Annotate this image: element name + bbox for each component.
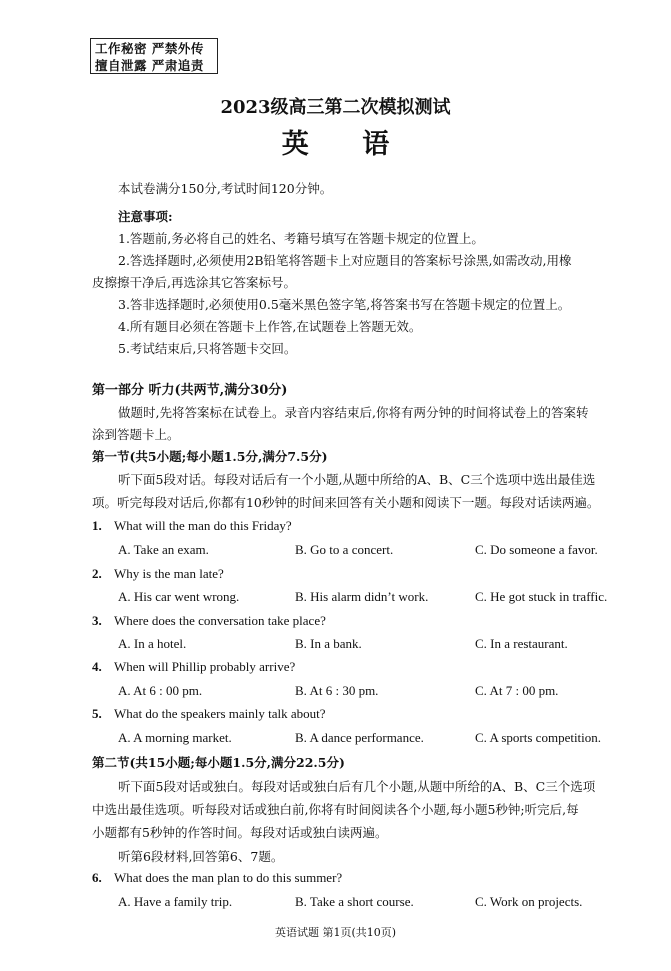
option-a: A. Take an exam. — [118, 542, 209, 557]
section1-desc-1: 听下面5段对话。每段对话后有一个小题,从题中所给的A、B、C三个选项中选出最佳选 — [118, 472, 596, 487]
option-a: A. A morning market. — [118, 730, 232, 745]
question-number: 4. — [92, 659, 102, 674]
stamp-line-2: 擅自泄露 严肃追责 — [95, 58, 204, 73]
option-c: C. A sports competition. — [475, 730, 602, 745]
section2-desc-2: 中选出最佳选项。听每段对话或独白前,你将有时间阅读各个小题,每小题5秒钟;听完后,每 — [92, 802, 579, 817]
exam-title: 2023级高三第二次模拟测试 — [220, 97, 451, 118]
question-text: Why is the man late? — [114, 566, 224, 581]
question-text: When will Phillip probably arrive? — [114, 659, 296, 674]
note-2a: 2.答选择题时,必须使用2B铅笔将答题卡上对应题目的答案标号涂黑,如需改动,用橡 — [118, 253, 572, 268]
question-text: Where does the conversation take place? — [114, 613, 326, 628]
section2-desc-3: 小题都有5秒钟的作答时间。每段对话或独白读两遍。 — [92, 825, 388, 840]
page-footer: 英语试题 第1页(共10页) — [274, 926, 397, 939]
option-c: C. Do someone a favor. — [475, 542, 598, 557]
subject-title: 英 语 — [281, 129, 412, 160]
note-3: 3.答非选择题时,必须使用0.5毫米黑色签字笔,将答案书写在答题卡规定的位置上。 — [118, 297, 571, 312]
section1-heading: 第一节(共5小题;每小题1.5分,满分7.5分) — [92, 449, 328, 464]
notes-heading: 注意事项: — [118, 209, 173, 224]
option-a: A. At 6 : 00 pm. — [118, 683, 203, 698]
note-1: 1.答题前,务必将自己的姓名、考籍号填写在答题卡规定的位置上。 — [118, 231, 484, 246]
stamp-line-1: 工作秘密 严禁外传 — [95, 41, 204, 56]
part1-desc-2: 涂到答题卡上。 — [92, 427, 180, 442]
option-a: A. In a hotel. — [118, 636, 187, 651]
question-text: What do the speakers mainly talk about? — [114, 706, 326, 721]
option-a: A. His car went wrong. — [118, 589, 240, 604]
option-b: B. His alarm didn’t work. — [295, 589, 429, 604]
intro-text: 本试卷满分150分,考试时间120分钟。 — [118, 181, 333, 196]
question-number: 1. — [92, 518, 102, 533]
question-number: 3. — [92, 613, 102, 628]
note-4: 4.所有题目必须在答题卡上作答,在试题卷上答题无效。 — [118, 319, 422, 334]
material-instruction: 听第6段材料,回答第6、7题。 — [118, 849, 284, 864]
section2-desc-1: 听下面5段对话或独白。每段对话或独白后有几个小题,从题中所给的A、B、C三个选项 — [118, 779, 596, 794]
section1-desc-2: 项。听完每段对话后,你都有10秒钟的时间来回答有关小题和阅读下一题。每段对话读两遍。 — [92, 495, 600, 510]
question-number: 2. — [92, 566, 102, 581]
option-a: A. Have a family trip. — [118, 894, 233, 909]
note-2b: 皮擦擦干净后,再选涂其它答案标号。 — [92, 275, 296, 290]
question-number: 6. — [92, 870, 102, 885]
option-b: B. Take a short course. — [295, 894, 414, 909]
option-b: B. A dance performance. — [295, 730, 424, 745]
option-c: C. Work on projects. — [475, 894, 583, 909]
option-c: C. In a restaurant. — [475, 636, 568, 651]
part1-heading: 第一部分 听力(共两节,满分30分) — [92, 383, 288, 398]
option-b: B. Go to a concert. — [295, 542, 394, 557]
confidential-stamp — [90, 38, 218, 74]
option-c: C. At 7 : 00 pm. — [475, 683, 559, 698]
option-b: B. At 6 : 30 pm. — [295, 683, 379, 698]
note-5: 5.考试结束后,只将答题卡交回。 — [118, 341, 297, 356]
question-number: 5. — [92, 706, 102, 721]
part1-desc-1: 做题时,先将答案标在试卷上。录音内容结束后,你将有两分钟的时间将试卷上的答案转 — [118, 405, 589, 420]
question-text: What will the man do this Friday? — [114, 518, 292, 533]
option-b: B. In a bank. — [295, 636, 362, 651]
section2-heading: 第二节(共15小题;每小题1.5分,满分22.5分) — [92, 755, 345, 770]
option-c: C. He got stuck in traffic. — [475, 589, 608, 604]
question-text: What does the man plan to do this summer? — [114, 870, 343, 885]
